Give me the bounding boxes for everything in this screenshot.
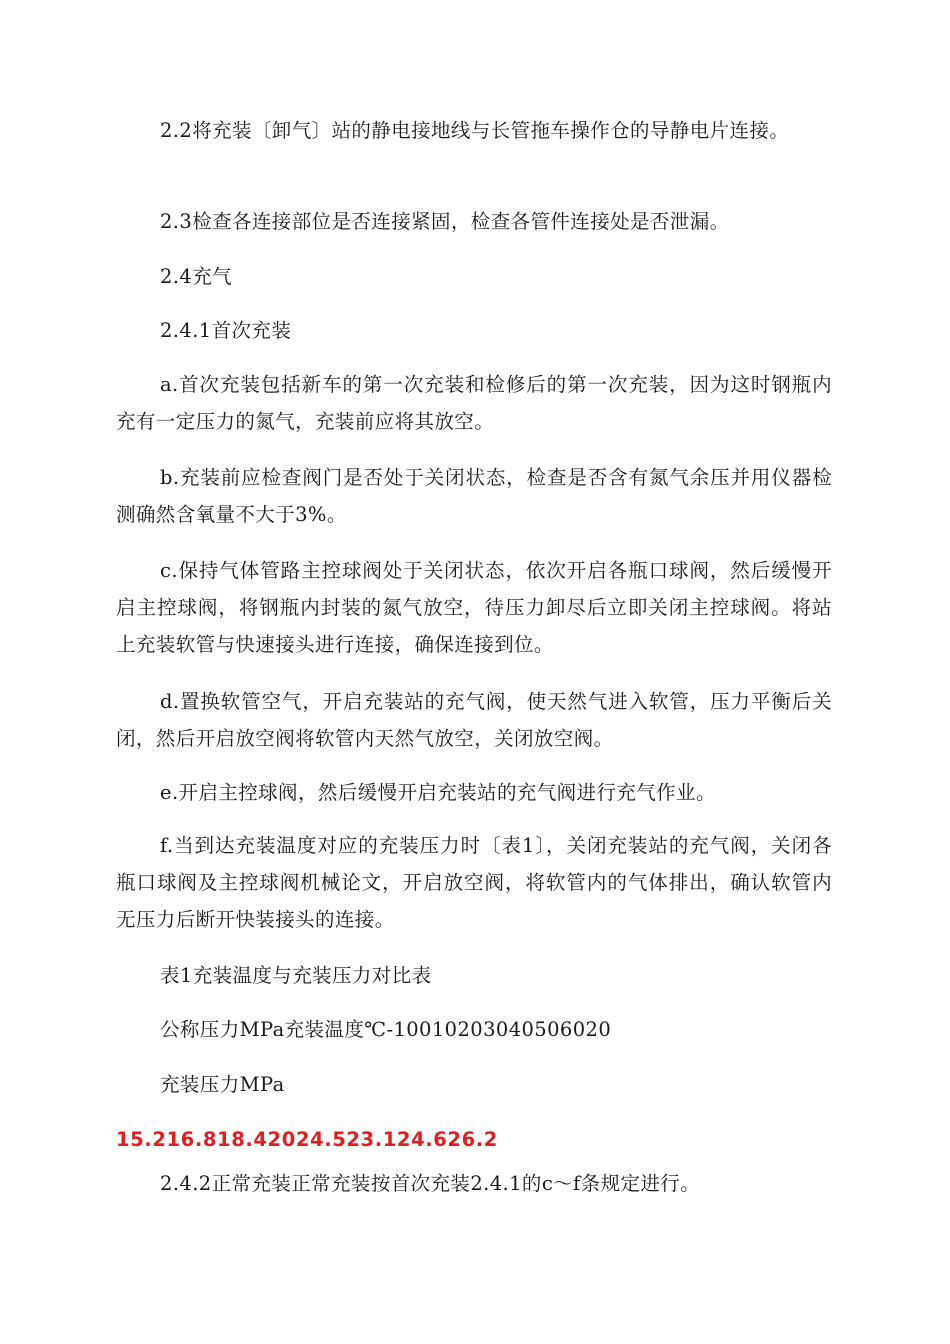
paragraph-2-4-2: 2.4.2正常充装正常充装按首次充装2.4.1的c～f条规定进行。 [160, 1172, 701, 1195]
paragraph-item-f: f.当到达充装温度对应的充装压力时〔表1〕，关闭充装站的充气阀，关闭各瓶口球阀及主控球阀机械论文，开启放空阀，将软管内的气体排出，确认软管内无压力后断开快装接头的连接。 [116, 834, 832, 931]
table-header-row: 公称压力MPa充装温度℃-10010203040506020 [160, 1018, 612, 1041]
paragraph-item-d: d.置换软管空气，开启充装站的充气阀，使天然气进入软管，压力平衡后关闭，然后开启放空阀将软管内天然气放空，关闭放空阀。 [116, 690, 832, 750]
heading-2-4-1: 2.4.1首次充装 [160, 319, 292, 342]
paragraph-item-e: e.开启主控球阀，然后缓慢开启充装站的充气阀进行充气作业。 [160, 781, 716, 804]
paragraph-item-c: c.保持气体管路主控球阀处于关闭状态，依次开启各瓶口球阀，然后缓慢开启主控球阀，将钢瓶内封装的氮气放空，待压力卸尽后立即关闭主控球阀。将站上充装软管与快速接头进行连接，确保连接到位。 [116, 559, 832, 656]
table-row-label: 充装压力MPa [160, 1073, 285, 1096]
paragraph-2-3: 2.3检查各连接部位是否连接紧固，检查各管件连接处是否泄漏。 [160, 210, 730, 233]
table-values-highlighted: 15.216.818.42024.523.124.626.2 [116, 1128, 498, 1151]
paragraph-item-a: a.首次充装包括新车的第一次充装和检修后的第一次充装，因为这时钢瓶内充有一定压力的氮气，充装前应将其放空。 [116, 373, 832, 433]
paragraph-2-2: 2.2将充装〔卸气〕站的静电接地线与长管拖车操作仓的导静电片连接。 [160, 119, 790, 142]
table-caption: 表1充装温度与充装压力对比表 [160, 964, 432, 987]
heading-2-4: 2.4充气 [160, 265, 233, 288]
paragraph-item-b: b.充装前应检查阀门是否处于关闭状态，检查是否含有氮气余压并用仪器检测确然含氧量不大于3%。 [116, 466, 832, 526]
